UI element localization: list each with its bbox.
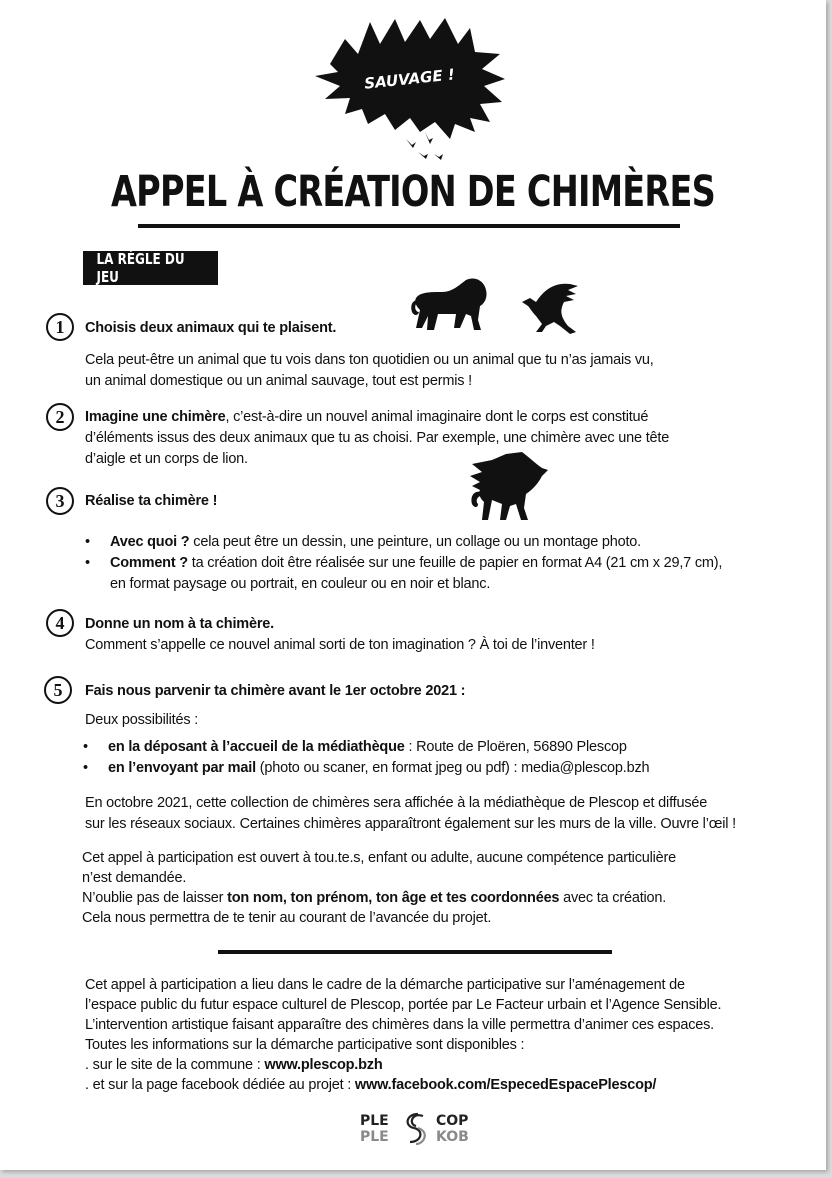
footer-line: l’espace public du futur espace culturel de Plescop, portée par Le Facteur urbain et l’Agence Sensible. [85, 997, 722, 1013]
bullet-icon: • [83, 739, 88, 755]
eagle-icon [520, 280, 580, 341]
footer-line: Cet appel à participation a lieu dans le cadre de la démarche participative sur l’aménagement de [85, 977, 685, 993]
logo-text: COP [436, 1113, 469, 1129]
step-4-line: Comment s’appelle ce nouvel animal sorti de ton imagination ? À toi de l’inventer ! [85, 637, 595, 653]
bullet-bold: en l’envoyant par mail [108, 760, 256, 776]
footer-site-line [85, 1055, 382, 1076]
footer-line: Toutes les informations sur la démarche participative sont disponibles : [85, 1037, 525, 1053]
step-number-3 [46, 487, 74, 515]
step-number-label: 2 [55, 407, 65, 427]
plescop-logo [360, 1110, 480, 1146]
logo-text: PLE [360, 1113, 389, 1129]
page-title: APPEL À CRÉATION DE CHIMÈRES [111, 167, 715, 217]
bullet-text: cela peut être un dessin, une peinture, un collage ou un montage photo. [189, 534, 642, 550]
footer-facebook-line [85, 1075, 656, 1096]
bullet-bold: Comment ? [110, 555, 188, 571]
logo-swirl-icon [408, 1114, 425, 1144]
bullet-text: : Route de Ploëren, 56890 Plescop [404, 739, 627, 755]
step-number-label: 3 [55, 491, 65, 511]
step-4-heading: Donne un nom à ta chimère. [85, 616, 274, 632]
step-1-heading: Choisis deux animaux qui te plaisent. [85, 320, 337, 336]
griffin-icon [466, 450, 550, 527]
step-number-label: 1 [55, 317, 65, 337]
title-underline [138, 224, 680, 228]
step-5-bullet [83, 758, 650, 779]
footer-line: L’intervention artistique faisant apparaître des chimères dans la ville permettra d’animer ces espaces. [85, 1017, 715, 1033]
step-number-5 [44, 676, 72, 704]
step-5-line: En octobre 2021, cette collection de chimères sera affichée à la médiathèque de Plescop et diffusée [85, 795, 708, 811]
sauvage-logo [310, 14, 510, 164]
participation-line: n’est demandée. [82, 870, 187, 886]
bullet-text: (photo ou scaner, en format jpeg ou pdf) : media@plescop.bzh [255, 760, 650, 776]
step-5-heading: Fais nous parvenir ta chimère avant le 1er octobre 2021 : [85, 683, 466, 699]
step-5-line: sur les réseaux sociaux. Certaines chimères apparaîtront également sur les murs de la ville. Ouvre l’œil ! [85, 816, 736, 832]
section-badge [83, 251, 218, 285]
step-3-bullet-cont: en format paysage ou portrait, en couleur ou en noir et blanc. [110, 576, 491, 592]
sauvage-logo-text: SAUVAGE ! [363, 65, 456, 93]
step-2-line: d’éléments issus des deux animaux que tu as choisi. Par exemple, une chimère avec une tête [85, 430, 670, 446]
section-divider [218, 950, 612, 954]
bullet-bold: en la déposant à l’accueil de la médiathèque [108, 739, 405, 755]
bullet-bold: Avec quoi ? [110, 534, 190, 550]
step-1-line: un animal domestique ou un animal sauvage, tout est permis ! [85, 373, 472, 389]
logo-text: PLE [360, 1129, 389, 1145]
step-2-line-rest: , c’est-à-dire un nouvel animal imaginaire dont le corps est constitué [225, 409, 649, 425]
website-link[interactable]: www.plescop.bzh [264, 1057, 383, 1073]
step-3-heading: Réalise ta chimère ! [85, 493, 218, 509]
footer-site-prefix: . sur le site de la commune : [85, 1057, 265, 1073]
step-3-bullet [85, 553, 723, 574]
step-number-label: 4 [55, 613, 65, 633]
bullet-icon: • [85, 555, 90, 571]
step-2-line [85, 407, 648, 428]
step-number-label: 5 [53, 680, 63, 700]
step-5-bullet [83, 737, 627, 758]
step-5-intro: Deux possibilités : [85, 712, 199, 728]
step-3-bullet [85, 532, 642, 553]
step-2-heading: Imagine une chimère [85, 409, 226, 425]
participation-text: N’oublie pas de laisser [82, 890, 228, 906]
lion-icon [408, 276, 490, 339]
participation-line: Cela nous permettra de te tenir au courant de l’avancée du projet. [82, 910, 492, 926]
bullet-text: ta création doit être réalisée sur une feuille de papier en format A4 (21 cm x 29,7 cm), [187, 555, 723, 571]
bullet-icon: • [83, 760, 88, 776]
footer-facebook-prefix: . et sur la page facebook dédiée au projet : [85, 1077, 355, 1093]
facebook-link[interactable]: www.facebook.com/EspecedEspacePlescop/ [354, 1077, 657, 1093]
step-number-2 [46, 403, 74, 431]
participation-text: avec ta création. [559, 890, 667, 906]
step-number-4 [46, 609, 74, 637]
bullet-icon: • [85, 534, 90, 550]
participation-line [82, 888, 666, 909]
step-2-line: d’aigle et un corps de lion. [85, 451, 248, 467]
step-1-line: Cela peut-être un animal que tu vois dans ton quotidien ou un animal que tu n’as jamais vu, [85, 352, 654, 368]
participation-line: Cet appel à participation est ouvert à tou.te.s, enfant ou adulte, aucune compétence particulière [82, 850, 677, 866]
participation-bold: ton nom, ton prénom, ton âge et tes coordonnées [227, 890, 560, 906]
section-badge-label: LA RÈGLE DU JEU [96, 250, 185, 286]
logo-text: KOB [436, 1129, 469, 1145]
step-number-1 [46, 313, 74, 341]
